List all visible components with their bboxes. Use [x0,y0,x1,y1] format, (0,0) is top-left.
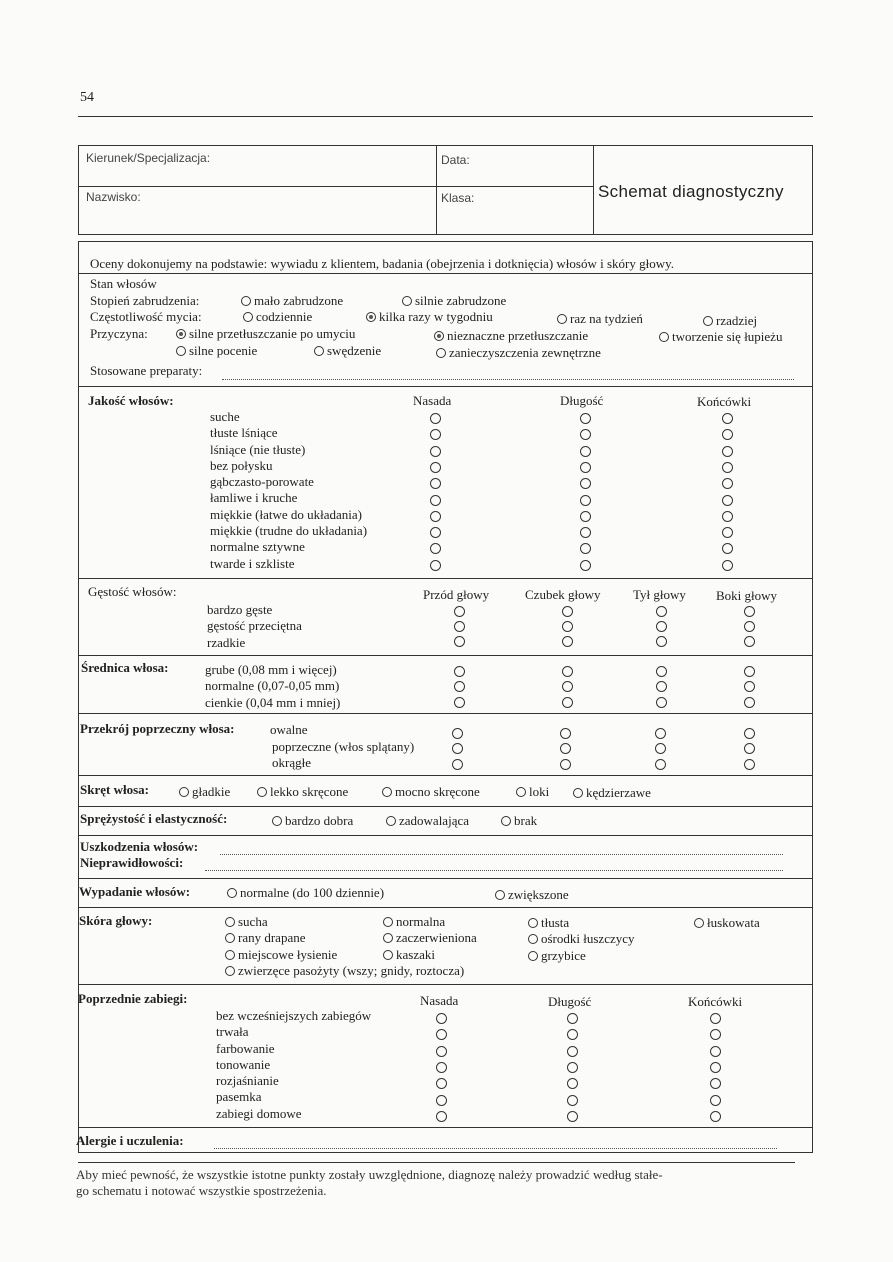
list-item: bardzo gęste [207,602,273,617]
wypadanie-title: Wypadanie włosów: [79,884,191,899]
radio-icon [243,312,253,322]
list-item: suche [210,409,240,424]
radio-icon[interactable] [655,759,666,770]
radio-icon[interactable] [436,1111,447,1122]
radio-icon [386,816,396,826]
przekroj-item-3: okrągłe [272,755,311,770]
czestotliwosc-opt-1[interactable]: codziennie [243,309,312,325]
klasa-label: Klasa: [441,191,475,205]
radio-icon[interactable] [560,728,571,739]
skret-title: Skręt włosa: [80,782,149,797]
page-number: 54 [80,90,94,105]
radio-icon[interactable] [436,1095,447,1106]
alergie-field[interactable] [214,1147,777,1149]
jakosc-title: Jakość włosów: [88,393,174,408]
radio-icon [382,787,392,797]
preparaty-field[interactable] [222,378,794,380]
uszkodzenia-label: Uszkodzenia włosów: [80,839,199,854]
radio-icon [314,346,324,356]
radio-selected-icon [434,331,444,341]
przyczyna-opt-2[interactable]: nieznaczne przetłuszczanie [434,328,588,344]
skora-opt[interactable]: zaczerwieniona [383,930,477,946]
radio-icon [225,966,235,976]
skret-opt-1[interactable]: gładkie [179,784,230,800]
radio-icon[interactable] [436,1046,447,1057]
czestotliwosc-opt-2[interactable]: kilka razy w tygodniu [366,309,493,325]
przekroj-title: Przekrój poprzeczny włosa: [80,721,235,736]
radio-icon[interactable] [430,511,441,522]
radio-icon[interactable] [744,743,755,754]
czestotliwosc-opt-4[interactable]: rzadziej [703,313,757,329]
form-title: Schemat diagnostyczny [598,182,784,201]
radio-icon[interactable] [744,621,755,632]
radio-icon[interactable] [580,495,591,506]
jakosc-col-dlugosc: Długość [560,393,604,408]
jakosc-col-nasada: Nasada [413,393,452,408]
list-item: cienkie (0,04 mm i mniej) [205,694,341,710]
list-item: pasemka [216,1089,262,1105]
radio-icon [501,816,511,826]
list-item: gąbczasto-porowate [210,474,314,490]
radio-icon[interactable] [436,1062,447,1073]
radio-icon [557,314,567,324]
radio-icon[interactable] [722,511,733,522]
top-rule [78,116,813,117]
radio-icon[interactable] [454,681,465,692]
radio-icon[interactable] [722,462,733,473]
skora-opt[interactable]: ośrodki łuszczycy [528,931,635,947]
radio-icon[interactable] [567,1111,578,1122]
gestosc-col-tyl: Tył głowy [633,587,686,602]
radio-icon[interactable] [744,606,755,617]
radio-icon[interactable] [430,413,441,424]
skora-opt[interactable]: sucha [225,914,464,930]
radio-icon [179,787,189,797]
skret-opt-4[interactable]: loki [516,784,549,800]
radio-icon[interactable] [710,1095,721,1106]
sprezystosc-opt-2[interactable]: zadowalająca [386,813,469,829]
czestotliwosc-label: Częstotliwość mycia: [90,309,202,324]
skora-title: Skóra głowy: [79,913,153,928]
radio-icon [383,917,393,927]
list-item: tonowanie [216,1056,271,1072]
radio-icon[interactable] [454,621,465,632]
stopien-opt-2[interactable]: silnie zabrudzone [402,293,506,309]
nieprawidlowosci-label: Nieprawidłowości: [80,855,184,870]
radio-icon[interactable] [562,621,573,632]
radio-icon[interactable] [710,1111,721,1122]
srednica-list [205,662,340,711]
srednica-title: Średnica włosa: [81,660,169,675]
radio-icon [176,346,186,356]
radio-icon[interactable] [430,495,441,506]
list-item: farbowanie [216,1040,275,1056]
radio-icon [703,316,713,326]
czestotliwosc-opt-3[interactable]: raz na tydzień [557,311,643,327]
skora-opt[interactable]: grzybice [528,948,635,964]
przyczyna-opt-6[interactable]: zanieczyszczenia zewnętrzne [436,345,601,361]
skora-col-3 [528,915,635,964]
sprezystosc-title: Sprężystość i elastyczność: [80,811,228,826]
zabiegi-col-koncowki: Końcówki [688,994,743,1009]
radio-icon[interactable] [656,606,667,617]
radio-selected-icon [176,329,186,339]
sprezystosc-opt-1[interactable]: bardzo dobra [272,813,353,829]
radio-icon[interactable] [656,697,667,708]
radio-icon[interactable] [562,681,573,692]
skret-opt-3[interactable]: mocno skręcone [382,784,480,800]
radio-icon[interactable] [562,666,573,677]
zabiegi-col-dlugosc: Długość [548,994,592,1009]
radio-selected-icon [366,312,376,322]
radio-icon[interactable] [454,666,465,677]
radio-icon[interactable] [567,1062,578,1073]
stan-title: Stan włosów [90,276,157,291]
radio-icon [225,933,235,943]
skora-opt[interactable]: łuskowata [694,915,760,931]
radio-icon[interactable] [454,697,465,708]
radio-icon [225,917,235,927]
radio-icon[interactable] [560,759,571,770]
radio-icon[interactable] [656,636,667,647]
radio-icon[interactable] [744,681,755,692]
radio-icon [225,950,235,960]
radio-icon[interactable] [562,636,573,647]
skora-opt[interactable]: tłusta [528,915,635,931]
radio-icon[interactable] [722,446,733,457]
sprezystosc-opt-3[interactable]: brak [501,813,537,829]
list-item: gęstość przeciętna [207,618,302,634]
radio-icon[interactable] [567,1046,578,1057]
gestosc-title: Gęstość włosów: [88,584,177,599]
alergie-label: Alergie i uczulenia: [76,1133,184,1148]
radio-icon[interactable] [655,743,666,754]
nazwisko-label: Nazwisko: [86,190,141,204]
radio-icon[interactable] [744,697,755,708]
radio-icon[interactable] [744,666,755,677]
radio-icon [241,296,251,306]
radio-icon[interactable] [656,681,667,692]
radio-icon[interactable] [655,728,666,739]
radio-icon[interactable] [744,759,755,770]
list-item: normalne (0,07-0,05 mm) [205,678,340,694]
przekroj-item-2: poprzeczne (włos splątany) [272,739,415,754]
radio-icon [528,951,538,961]
skora-col-4 [694,915,760,931]
radio-icon [495,890,505,900]
radio-icon[interactable] [560,743,571,754]
list-item: tłuste lśniące [210,425,278,441]
radio-icon[interactable] [580,446,591,457]
radio-icon[interactable] [430,462,441,473]
skret-opt-2[interactable]: lekko skręcone [257,784,348,800]
nieprawidlowosci-field[interactable] [205,869,783,871]
radio-icon [573,788,583,798]
przyczyna-label: Przyczyna: [90,326,148,341]
radio-icon[interactable] [454,606,465,617]
list-item: twarde i szkliste [210,555,295,571]
wypadanie-opt-2[interactable]: zwiększone [495,887,569,903]
list-item: rzadkie [207,634,246,650]
list-item: rozjaśnianie [216,1073,279,1089]
radio-icon[interactable] [722,560,733,571]
radio-icon[interactable] [744,636,755,647]
gestosc-col-czubek: Czubek głowy [525,587,601,602]
footer-line-1: Aby mieć pewność, że wszystkie istotne punkty zostały uwzględnione, diagnozę należy prowadzić według stałe- [76,1167,663,1182]
uszkodzenia-field[interactable] [220,853,783,855]
przekroj-item-1: owalne [270,722,308,737]
list-item: zabiegi domowe [216,1105,302,1121]
przyczyna-opt-5[interactable]: swędzenie [314,343,381,359]
skora-opt[interactable]: zwierzęce pasożyty (wszy; gnidy, roztocza) [225,963,464,979]
preparaty-label: Stosowane preparaty: [90,363,203,378]
wypadanie-opt-1[interactable]: normalne (do 100 dziennie) [227,885,384,901]
footer-line-2: go schematu i notować wszystkie spostrzeżenia. [76,1183,327,1198]
radio-icon [227,888,237,898]
radio-icon[interactable] [454,636,465,647]
skret-opt-5[interactable]: kędzierzawe [573,785,651,801]
radio-icon [383,950,393,960]
skora-opt[interactable]: rany drapane [225,930,464,946]
radio-icon[interactable] [656,666,667,677]
skora-col-2 [383,914,477,963]
jakosc-list [210,409,367,572]
data-label: Data: [441,153,470,167]
radio-icon[interactable] [656,621,667,632]
radio-icon[interactable] [562,606,573,617]
radio-icon[interactable] [580,511,591,522]
radio-icon[interactable] [430,446,441,457]
radio-icon[interactable] [710,1062,721,1073]
radio-icon [528,934,538,944]
radio-icon[interactable] [580,413,591,424]
radio-icon[interactable] [710,1013,721,1024]
radio-icon[interactable] [567,1013,578,1024]
list-item: bez połysku [210,457,273,473]
zabiegi-list [216,1008,371,1122]
radio-icon[interactable] [452,759,463,770]
gestosc-col-przod: Przód głowy [423,587,490,602]
list-item: trwała [216,1024,249,1040]
gestosc-col-boki: Boki głowy [716,588,778,603]
przyczyna-opt-1[interactable]: silne przetłuszczanie po umyciu [176,326,355,342]
radio-icon[interactable] [744,728,755,739]
radio-icon [272,816,282,826]
zabiegi-col-nasada: Nasada [420,993,459,1008]
list-item: lśniące (nie tłuste) [210,441,306,457]
przyczyna-opt-4[interactable]: silne pocenie [176,343,257,359]
list-item: miękkie (trudne do układania) [210,523,368,539]
radio-icon[interactable] [580,560,591,571]
radio-icon[interactable] [452,728,463,739]
radio-icon[interactable] [722,413,733,424]
zabiegi-title: Poprzednie zabiegi: [78,991,188,1006]
skora-opt[interactable]: normalna [383,914,477,930]
skora-opt[interactable]: miejscowe łysienie [225,947,464,963]
skora-opt[interactable]: kaszaki [383,947,477,963]
radio-icon[interactable] [580,462,591,473]
stopien-label: Stopień zabrudzenia: [90,293,200,308]
radio-icon[interactable] [710,1046,721,1057]
radio-icon [528,918,538,928]
radio-icon [436,348,446,358]
jakosc-col-koncowki: Końcówki [697,394,752,409]
radio-icon [659,332,669,342]
radio-icon[interactable] [430,560,441,571]
kierunek-label: Kierunek/Specjalizacja: [86,151,211,165]
radio-icon [516,787,526,797]
radio-icon [402,296,412,306]
list-item: normalne sztywne [210,539,305,555]
gestosc-list [207,602,302,651]
przyczyna-opt-3[interactable]: tworzenie się łupieżu [659,329,782,345]
stopien-opt-1[interactable]: mało zabrudzone [241,293,343,309]
radio-icon [383,933,393,943]
intro-text: Oceny dokonujemy na podstawie: wywiadu z klientem, badania (obejrzenia i dotknięcia) włosów i skóry głowy. [90,256,675,271]
radio-icon[interactable] [452,743,463,754]
list-item: bez wcześniejszych zabiegów [216,1008,372,1023]
radio-icon [257,787,267,797]
radio-icon[interactable] [436,1013,447,1024]
list-item: grube (0,08 mm i więcej) [205,662,337,677]
radio-icon[interactable] [567,1095,578,1106]
radio-icon [694,918,704,928]
radio-icon[interactable] [722,495,733,506]
radio-icon[interactable] [562,697,573,708]
list-item: łamliwe i kruche [210,490,298,506]
list-item: miękkie (łatwe do układania) [210,506,362,522]
